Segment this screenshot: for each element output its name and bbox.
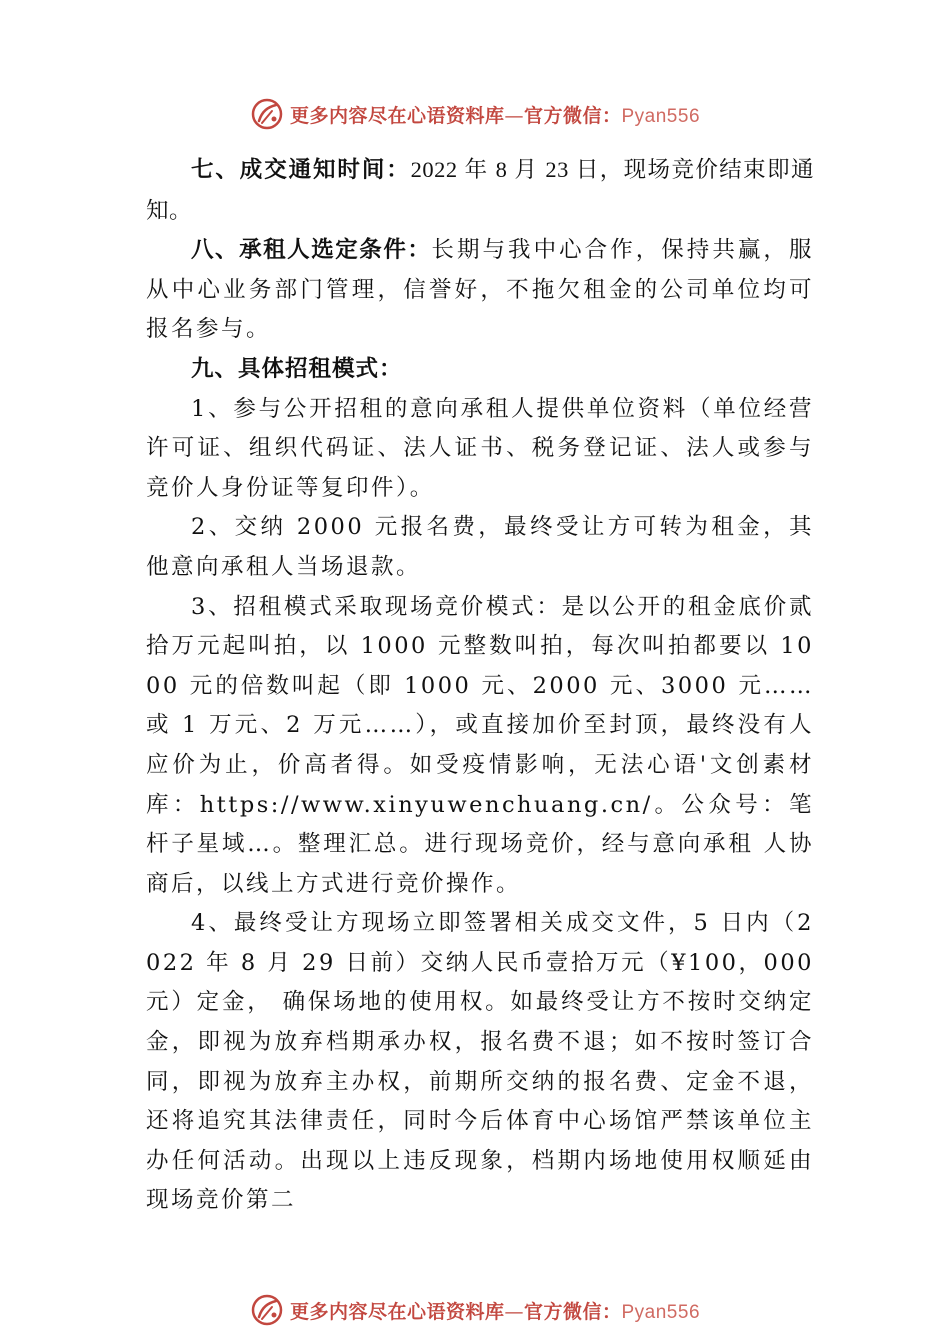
section-8-body: 长期与我中心合作，保持共赢，服从中心业务部门管理，信誉好，不拖欠租金的公司单位均可报名参与。 — [146, 237, 814, 343]
footer-wechat-id: Pyan556 — [621, 1301, 701, 1323]
section-7 — [146, 150, 814, 231]
header-banner-text — [290, 101, 700, 128]
header-separator: — — [504, 104, 524, 127]
list-item-1: 1、参与公开招租的意向承租人提供单位资料（单位经营许可证、组织代码证、法人证书、税务登记证、法人或参与竞价人身份证等复印件）。 — [146, 395, 814, 501]
footer-separator: — — [504, 1300, 524, 1323]
footer-banner-text — [290, 1297, 700, 1324]
footer-brand-text: 更多内容尽在心语资料库 — [289, 1300, 505, 1323]
list-item-3: 3、招租模式采取现场竞价模式：是以公开的租金底价贰拾万元起叫拍，以 1000 元整数叫拍，每次叫拍都要以 1000 元的倍数叫起（即 1000 元、2000 元、3000 元……或 1 万元、2 万元……），或直接加价至封顶，最终没有人应价为止，价高者得。如受疫情影响，无法心语'文创素材库：https://www.xinyuwenchuang.cn/。公众号：笔杆子星域…。整理汇总。进行现场竞价，经与意向承租 人协商后，以线上方式进行竞价操作。 — [146, 593, 814, 897]
header-banner — [0, 94, 950, 134]
document-body — [146, 150, 814, 1221]
footer-banner — [0, 1290, 950, 1330]
section-9-heading: 九、具体招租模式： — [191, 355, 403, 382]
header-wechat-id: Pyan556 — [621, 105, 701, 127]
list-item-2: 2、交纳 2000 元报名费，最终受让方可转为租金，其他意向承租人当场退款。 — [146, 514, 814, 580]
section-7-body: 2022 年 8 月 23 日，现场竞价结束即通知。 — [146, 157, 814, 223]
footer-wechat-label: 官方微信： — [523, 1300, 622, 1323]
brand-logo-icon — [250, 1293, 284, 1327]
brand-logo-icon — [250, 97, 284, 131]
section-8-heading: 八、承租人选定条件： — [191, 237, 432, 264]
list-item-4: 4、最终受让方现场立即签署相关成交文件，5 日内（2022 年 8 月 29 日前）交纳人民币壹拾万元（¥100，000 元）定金， 确保场地的使用权。如最终受让方不按时交纳定金，即视为放弃档期承办权，报名费不退；如不按时签订合同，即视为放弃主办权，前期所交纳的报名费、定金不退，还将追究其法律责任，同时今后体育中心场馆严禁该单位主办任何活动。出现以上违反现象，档期内场地使用权顺延由现场竞价第二 — [146, 910, 814, 1214]
section-8 — [146, 231, 814, 350]
header-brand-text: 更多内容尽在心语资料库 — [289, 104, 505, 127]
header-wechat-label: 官方微信： — [523, 104, 622, 127]
section-7-heading: 七、成交通知时间： — [191, 157, 411, 183]
section-9 — [146, 350, 814, 390]
